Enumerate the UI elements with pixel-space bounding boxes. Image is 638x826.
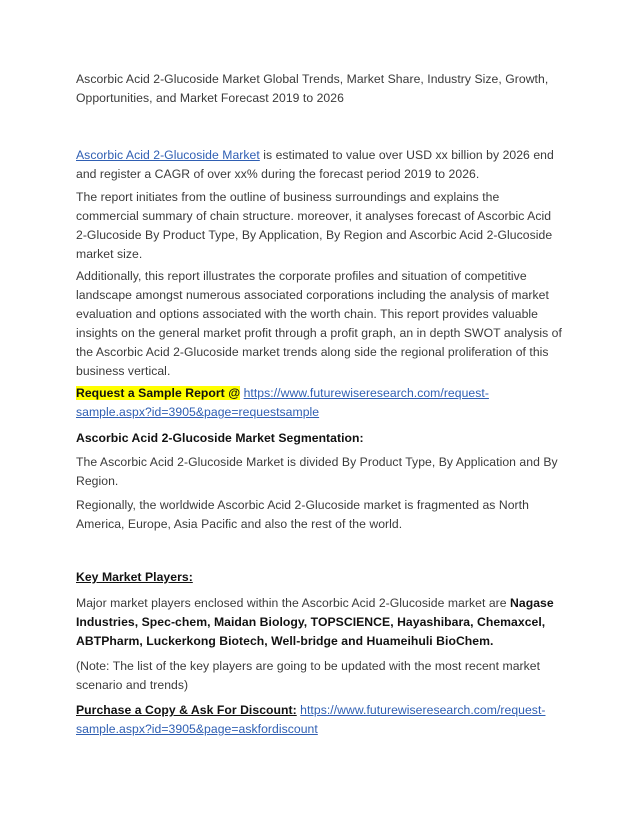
- discount-line: [76, 701, 562, 739]
- note-paragraph: (Note: The list of the key players are going to be updated with the most recent market scenario and trends): [76, 659, 541, 692]
- intro-paragraph: [76, 146, 562, 184]
- discount-label: Purchase a Copy & Ask For Discount:: [76, 703, 297, 717]
- analysis-paragraph: Additionally, this report illustrates the corporate profiles and situation of competitive landscape amongst numerous associated corporations including the analysis of market evaluation and options associated with the worth chain. This report provides valuable insights on the general market profit through a profit graph, an in depth SWOT analysis of the Ascorbic Acid 2-Glucoside market trends along side the regional proliferation of this business vertical.: [76, 269, 562, 378]
- regional-paragraph: Regionally, the worldwide Ascorbic Acid 2-Glucoside market is fragmented as North America, Europe, Asia Pacific and also the rest of the world.: [76, 498, 529, 531]
- market-link[interactable]: Ascorbic Acid 2-Glucoside Market: [76, 148, 260, 162]
- sample-request-line: [76, 384, 562, 422]
- overview-paragraph: The report initiates from the outline of business surroundings and explains the commercial summary of chain structure. moreover, it analyses forecast of Ascorbic Acid 2-Glucoside By Product Type, By Application, By Region and Ascorbic Acid 2-Glucoside market size.: [76, 190, 553, 261]
- document-title: Ascorbic Acid 2-Glucoside Market Global Trends, Market Share, Industry Size, Growth, Opportunities, and Market Forecast 2019 to 2026: [76, 72, 549, 105]
- sample-request-label: Request a Sample Report @: [76, 386, 241, 400]
- intro-text: is estimated to value over USD xx billion by 2026 end and register a CAGR of over xx% during the forecast period 2019 to 2026.: [76, 148, 554, 181]
- key-players-paragraph: [76, 594, 562, 651]
- key-players-intro: Major market players enclosed within the Ascorbic Acid 2-Glucoside market are: [76, 596, 511, 610]
- segmentation-paragraph: The Ascorbic Acid 2-Glucoside Market is divided By Product Type, By Application and By Region.: [76, 455, 558, 488]
- key-players-heading: Key Market Players:: [76, 570, 193, 584]
- discount-link[interactable]: https://www.futurewiseresearch.com/request-sample.aspx?id=3905&page=askfordiscount: [76, 703, 546, 736]
- key-players-names: Nagase Industries, Spec-chem, Maidan Biology, TOPSCIENCE, Hayashibara, Chemaxcel, ABTPharm, Luckerkong Biotech, Well-bridge and Huameihuli BioChem.: [76, 596, 554, 648]
- segmentation-heading: Ascorbic Acid 2-Glucoside Market Segmentation:: [76, 431, 364, 445]
- sample-request-link[interactable]: https://www.futurewiseresearch.com/request-sample.aspx?id=3905&page=requestsample: [76, 386, 489, 419]
